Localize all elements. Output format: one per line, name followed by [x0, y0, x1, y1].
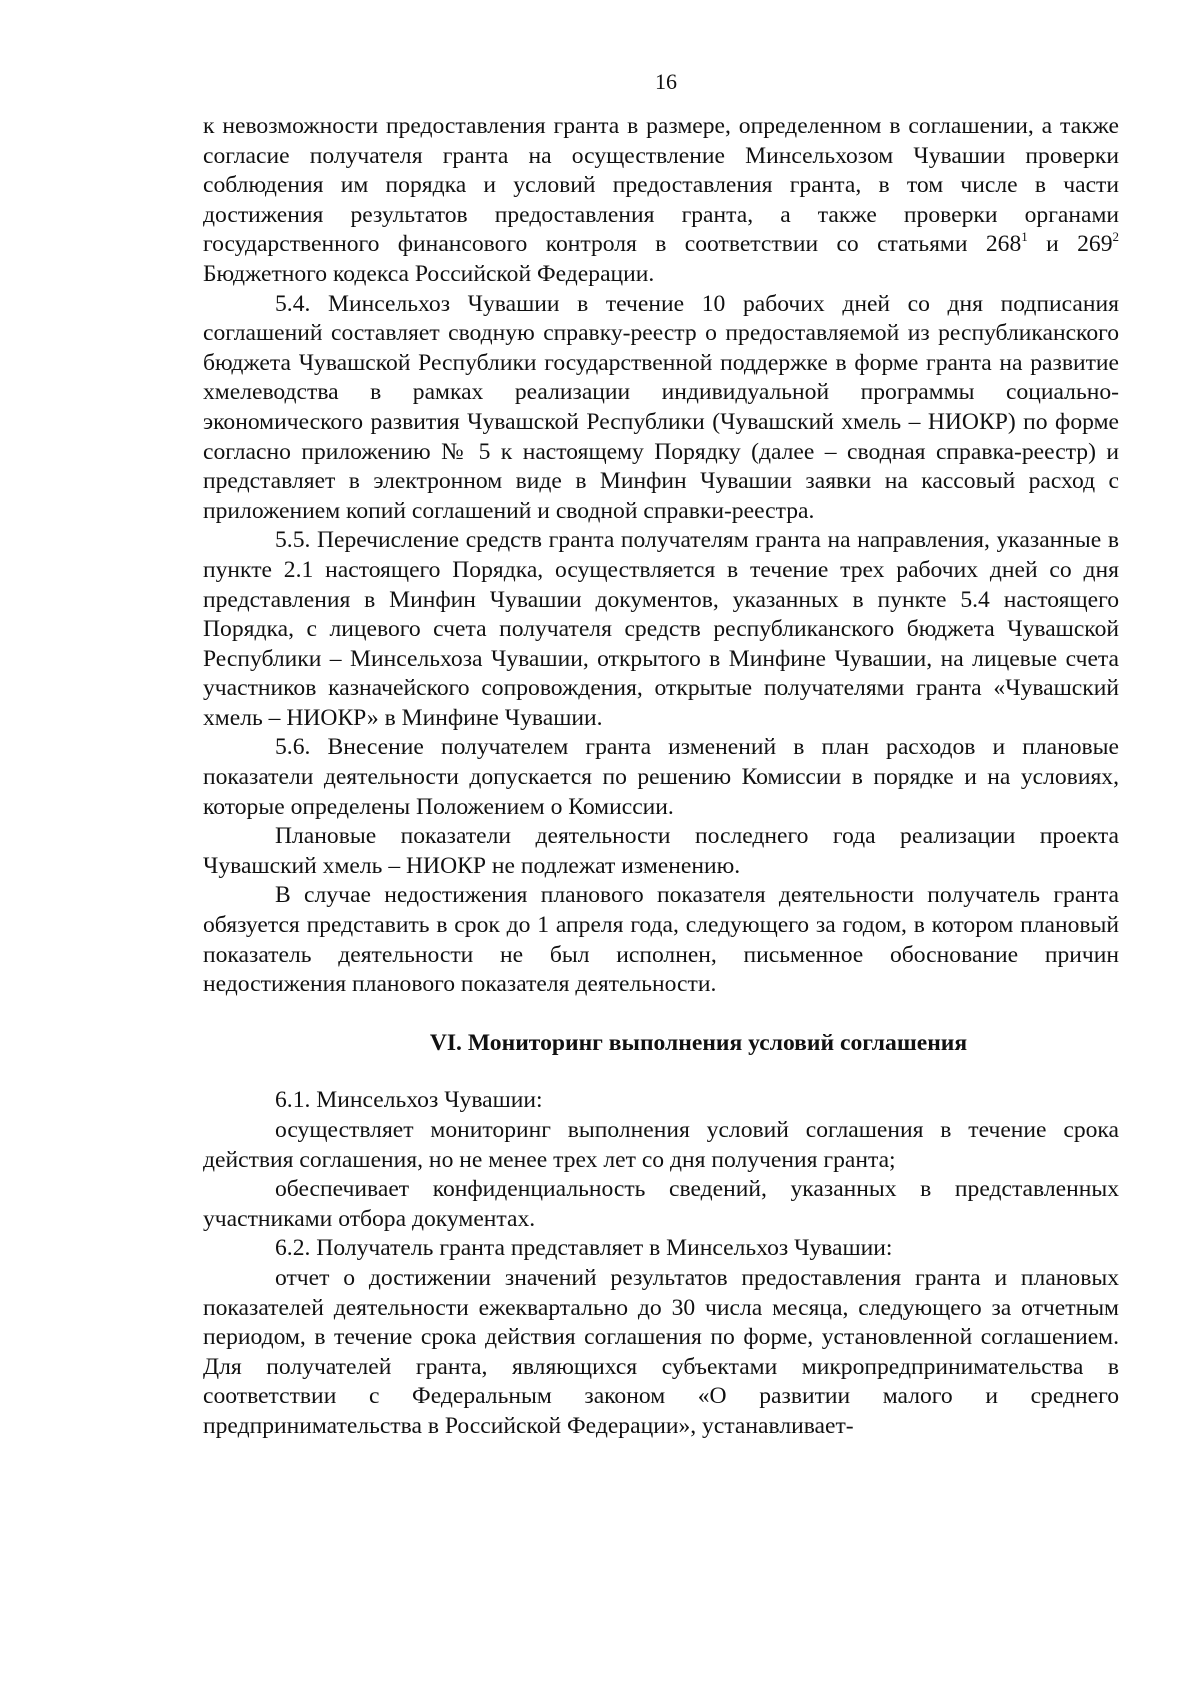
paragraph-6-1: 6.1. Минсельхоз Чувашии: [275, 1087, 543, 1114]
paragraph-continuation [203, 112, 1119, 290]
section-heading: VI. Мониторинг выполнения условий соглашения [429, 1029, 968, 1056]
paragraph-text: к невозможности предоставления гранта в размере, определенном в соглашении, а также согласие получателя гранта на осуществление Минсельхозом Чувашии проверки соблюдения им порядка и условий предоставления гранта, в том числе в части достижения результатов предоставления гранта, а также проверки органами государственного финансового контроля в соответствии со статьями 268 [203, 113, 1119, 258]
paragraph-6-2: 6.2. Получатель гранта представляет в Минсельхоз Чувашии: [275, 1235, 893, 1262]
superscript: 2 [1112, 228, 1119, 244]
paragraph-text: и 269 [1027, 231, 1113, 258]
paragraph-underachievement: В случае недостижения планового показателя деятельности получатель гранта обязуется представить в срок до 1 апреля года, следующего за годом, в котором плановый показатель деятельности не был исполнен, письменное обоснование причин недостижения планового показателя деятельности. [203, 882, 1119, 998]
paragraph-5-6: 5.6. Внесение получателем гранта изменений в план расходов и плановые показатели деятельности допускается по решению Комиссии в порядке и на условиях, которые определены Положением о Комиссии. [203, 734, 1119, 820]
paragraph-plan-indicators: Плановые показатели деятельности последнего года реализации проекта Чувашский хмель – НИОКР не подлежат изменению. [203, 823, 1119, 879]
page-number: 16 [655, 69, 677, 94]
superscript: 1 [1021, 228, 1028, 244]
document-body [203, 112, 1119, 1442]
paragraph-text: Бюджетного кодекса Российской Федерации. [203, 260, 655, 287]
paragraph-6-1-confidentiality: обеспечивает конфиденциальность сведений, указанных в представленных участниками отбора документах. [203, 1176, 1119, 1232]
paragraph-5-4: 5.4. Минсельхоз Чувашии в течение 10 рабочих дней со дня подписания соглашений составляет сводную справку-реестр о предоставляемой из республиканского бюджета Чувашской Республики государственной поддержке в форме гранта на развитие хмелеводства в рамках реализации индивидуальной программы социально-экономического развития Чувашской Республики (Чувашский хмель – НИОКР) по форме согласно приложению № 5 к настоящему Порядку (далее – сводная справка-реестр) и представляет в электронном виде в Минфин Чувашии заявки на кассовый расход с приложением копий соглашений и сводной справки-реестра. [203, 290, 1119, 524]
paragraph-6-1-monitoring: осуществляет мониторинг выполнения условий соглашения в течение срока действия соглашения, но не менее трех лет со дня получения гранта; [203, 1117, 1119, 1173]
paragraph-5-5: 5.5. Перечисление средств гранта получателям гранта на направления, указанные в пункте 2.1 настоящего Порядка, осуществляется в течение трех рабочих дней со дня представления в Минфин Чувашии документов, указанных в пункте 5.4 настоящего Порядка, с лицевого счета получателя средств республиканского бюджета Чувашской Республики – Минсельхоза Чувашии, открытого в Минфине Чувашии, на лицевые счета участников казначейского сопровождения, открытые получателями гранта «Чувашский хмель – НИОКР» в Минфине Чувашии. [203, 527, 1119, 731]
paragraph-6-2-report: отчет о достижении значений результатов предоставления гранта и плановых показателей деятельности ежеквартально до 30 числа месяца, следующего за отчетным периодом, в течение срока действия соглашения по форме, установленной соглашением. Для получателей гранта, являющихся субъектами микропредпринимательства в соответствии с Федеральным законом «О развитии малого и среднего предпринимательства в Российской Федерации», устанавливает- [203, 1264, 1119, 1439]
